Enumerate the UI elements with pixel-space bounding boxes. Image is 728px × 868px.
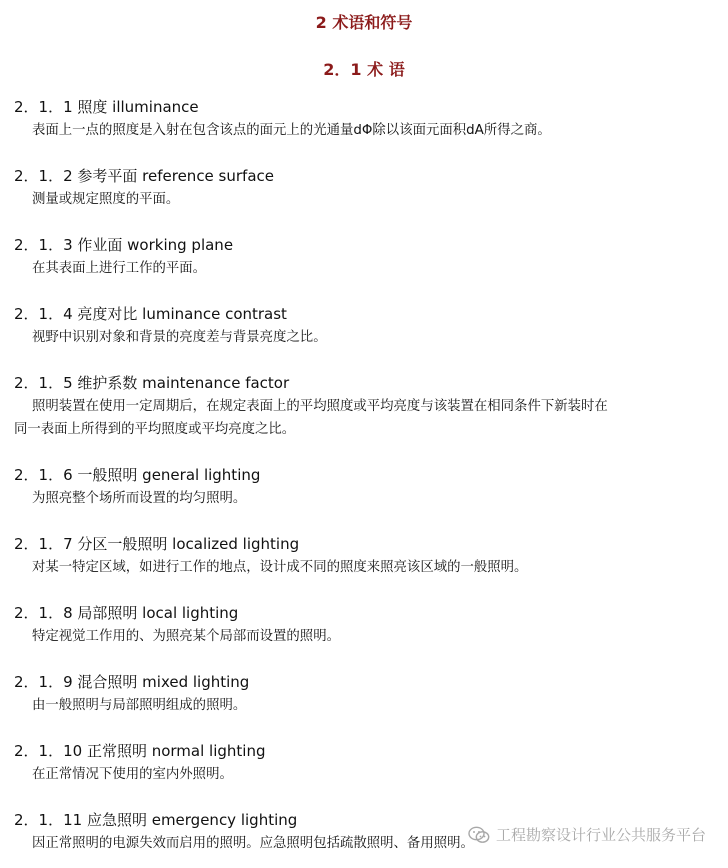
term-heading: 2．1．5 维护系数 maintenance factor	[14, 374, 290, 392]
term-definition-line: 照明装置在使用一定周期后，在规定表面上的平均照度或平均亮度与该装置在相同条件下新装时在	[32, 399, 608, 414]
term-item	[0, 303, 728, 349]
watermark-text: 工程勘察设计行业公共服务平台	[495, 826, 706, 844]
term-item	[0, 96, 728, 142]
term-item	[0, 165, 728, 211]
term-item	[0, 671, 728, 717]
term-heading: 2．1．4 亮度对比 luminance contrast	[14, 305, 287, 323]
term-item	[0, 533, 728, 579]
term-definition: 在其表面上进行工作的平面。	[32, 261, 207, 276]
term-heading: 2．1．3 作业面 working plane	[14, 236, 234, 254]
term-definition-line: 同一表面上所得到的平均照度或平均亮度之比。	[14, 422, 296, 437]
term-heading: 2．1．7 分区一般照明 localized lighting	[14, 535, 300, 553]
term-definition: 由一般照明与局部照明组成的照明。	[32, 698, 247, 713]
terms-list	[0, 96, 728, 868]
term-heading: 2．1．2 参考平面 reference surface	[14, 167, 274, 185]
section-title: 2．1 术 语	[323, 60, 405, 79]
term-definition: 测量或规定照度的平面。	[32, 192, 180, 207]
term-definition: 在正常情况下使用的室内外照明。	[32, 767, 233, 782]
term-heading: 2．1．1 照度 illuminance	[14, 98, 199, 116]
term-heading: 2．1．8 局部照明 local lighting	[14, 604, 239, 622]
term-definition	[0, 395, 728, 441]
term-heading: 2．1．10 正常照明 normal lighting	[14, 742, 266, 760]
term-heading: 2．1．11 应急照明 emergency lighting	[14, 811, 298, 829]
term-definition: 因正常照明的电源失效而启用的照明。应急照明包括疏散照明、备用照明。	[32, 836, 474, 851]
term-definition: 视野中识别对象和背景的亮度差与背景亮度之比。	[32, 330, 327, 345]
term-item	[0, 602, 728, 648]
term-definition: 对某一特定区域，如进行工作的地点，设计成不同的照度来照亮该区域的一般照明。	[32, 560, 528, 575]
chapter-title: 2 术语和符号	[315, 13, 413, 32]
term-heading: 2．1．9 混合照明 mixed lighting	[14, 673, 250, 691]
term-heading: 2．1．6 一般照明 general lighting	[14, 466, 261, 484]
term-definition: 表面上一点的照度是入射在包含该点的面元上的光通量dΦ除以该面元面积dA所得之商。	[32, 123, 551, 138]
term-item	[0, 234, 728, 280]
watermark	[468, 824, 706, 846]
term-definition: 特定视觉工作用的、为照亮某个局部而设置的照明。	[32, 629, 340, 644]
term-item	[0, 740, 728, 786]
term-definition: 为照亮整个场所而设置的均匀照明。	[32, 491, 247, 506]
wechat-icon	[468, 826, 490, 844]
term-item	[0, 372, 728, 441]
term-item	[0, 464, 728, 510]
